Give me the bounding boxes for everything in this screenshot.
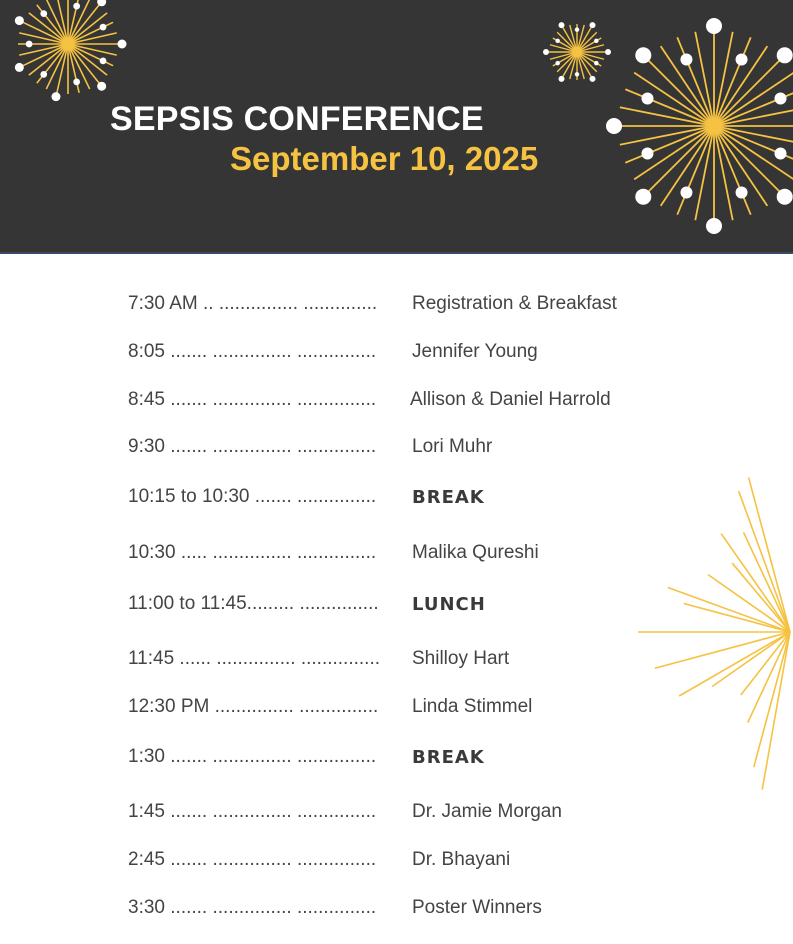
schedule-label: Registration & Breakfast <box>412 293 617 314</box>
schedule-row <box>128 897 688 923</box>
schedule-label: Lori Muhr <box>412 436 493 457</box>
schedule-time: 11:00 to 11:45......... ............... <box>128 593 379 614</box>
conference-date: September 10, 2025 <box>230 140 539 177</box>
schedule-time: 2:45 ....... ............... ............... <box>128 849 377 870</box>
schedule-time: 3:30 ....... ............... ............... <box>128 897 377 918</box>
schedule-time: 9:30 ....... ............... ............... <box>128 436 377 457</box>
schedule-row <box>128 593 688 619</box>
schedule-time: 8:05 ....... ............... ............... <box>128 341 377 362</box>
conference-title: SEPSIS CONFERENCE <box>110 100 484 138</box>
schedule-time: 10:30 ..... ............... ............... <box>128 542 377 563</box>
schedule-label-break: BREAK <box>412 487 485 508</box>
schedule-row <box>128 293 688 319</box>
schedule-time: 7:30 AM .. ............... .............. <box>128 293 378 314</box>
schedule-row <box>128 341 688 367</box>
schedule-row <box>128 801 688 827</box>
schedule-time: 1:45 ....... ............... ............... <box>128 801 377 822</box>
schedule-label: Dr. Jamie Morgan <box>412 801 562 822</box>
schedule-label-lunch: LUNCH <box>412 594 486 615</box>
schedule-row <box>128 542 688 568</box>
schedule-label-break: BREAK <box>412 747 485 768</box>
schedule-row <box>128 486 688 512</box>
header-banner <box>0 0 793 254</box>
schedule-label: Shilloy Hart <box>412 648 510 669</box>
schedule-row <box>128 849 688 875</box>
schedule-row <box>128 746 688 772</box>
schedule-label: Malika Qureshi <box>412 542 539 563</box>
schedule-time: 10:15 to 10:30 ....... ............... <box>128 486 377 507</box>
schedule-time: 11:45 ...... ............... ............... <box>128 648 381 669</box>
schedule-label: Jennifer Young <box>412 341 538 362</box>
schedule-row <box>128 436 688 462</box>
schedule-label: Dr. Bhayani <box>412 849 511 870</box>
schedule-time: 12:30 PM ............... ............... <box>128 696 379 717</box>
schedule-time: 8:45 ....... ............... ............... <box>128 389 377 410</box>
schedule-time: 1:30 ....... ............... ............... <box>128 746 377 767</box>
schedule-label: Allison & Daniel Harrold <box>410 389 611 410</box>
schedule-label: Linda Stimmel <box>412 696 533 717</box>
schedule-label: Poster Winners <box>412 897 542 918</box>
schedule-row <box>128 389 688 415</box>
schedule-row <box>128 696 688 722</box>
schedule-row <box>128 648 688 674</box>
